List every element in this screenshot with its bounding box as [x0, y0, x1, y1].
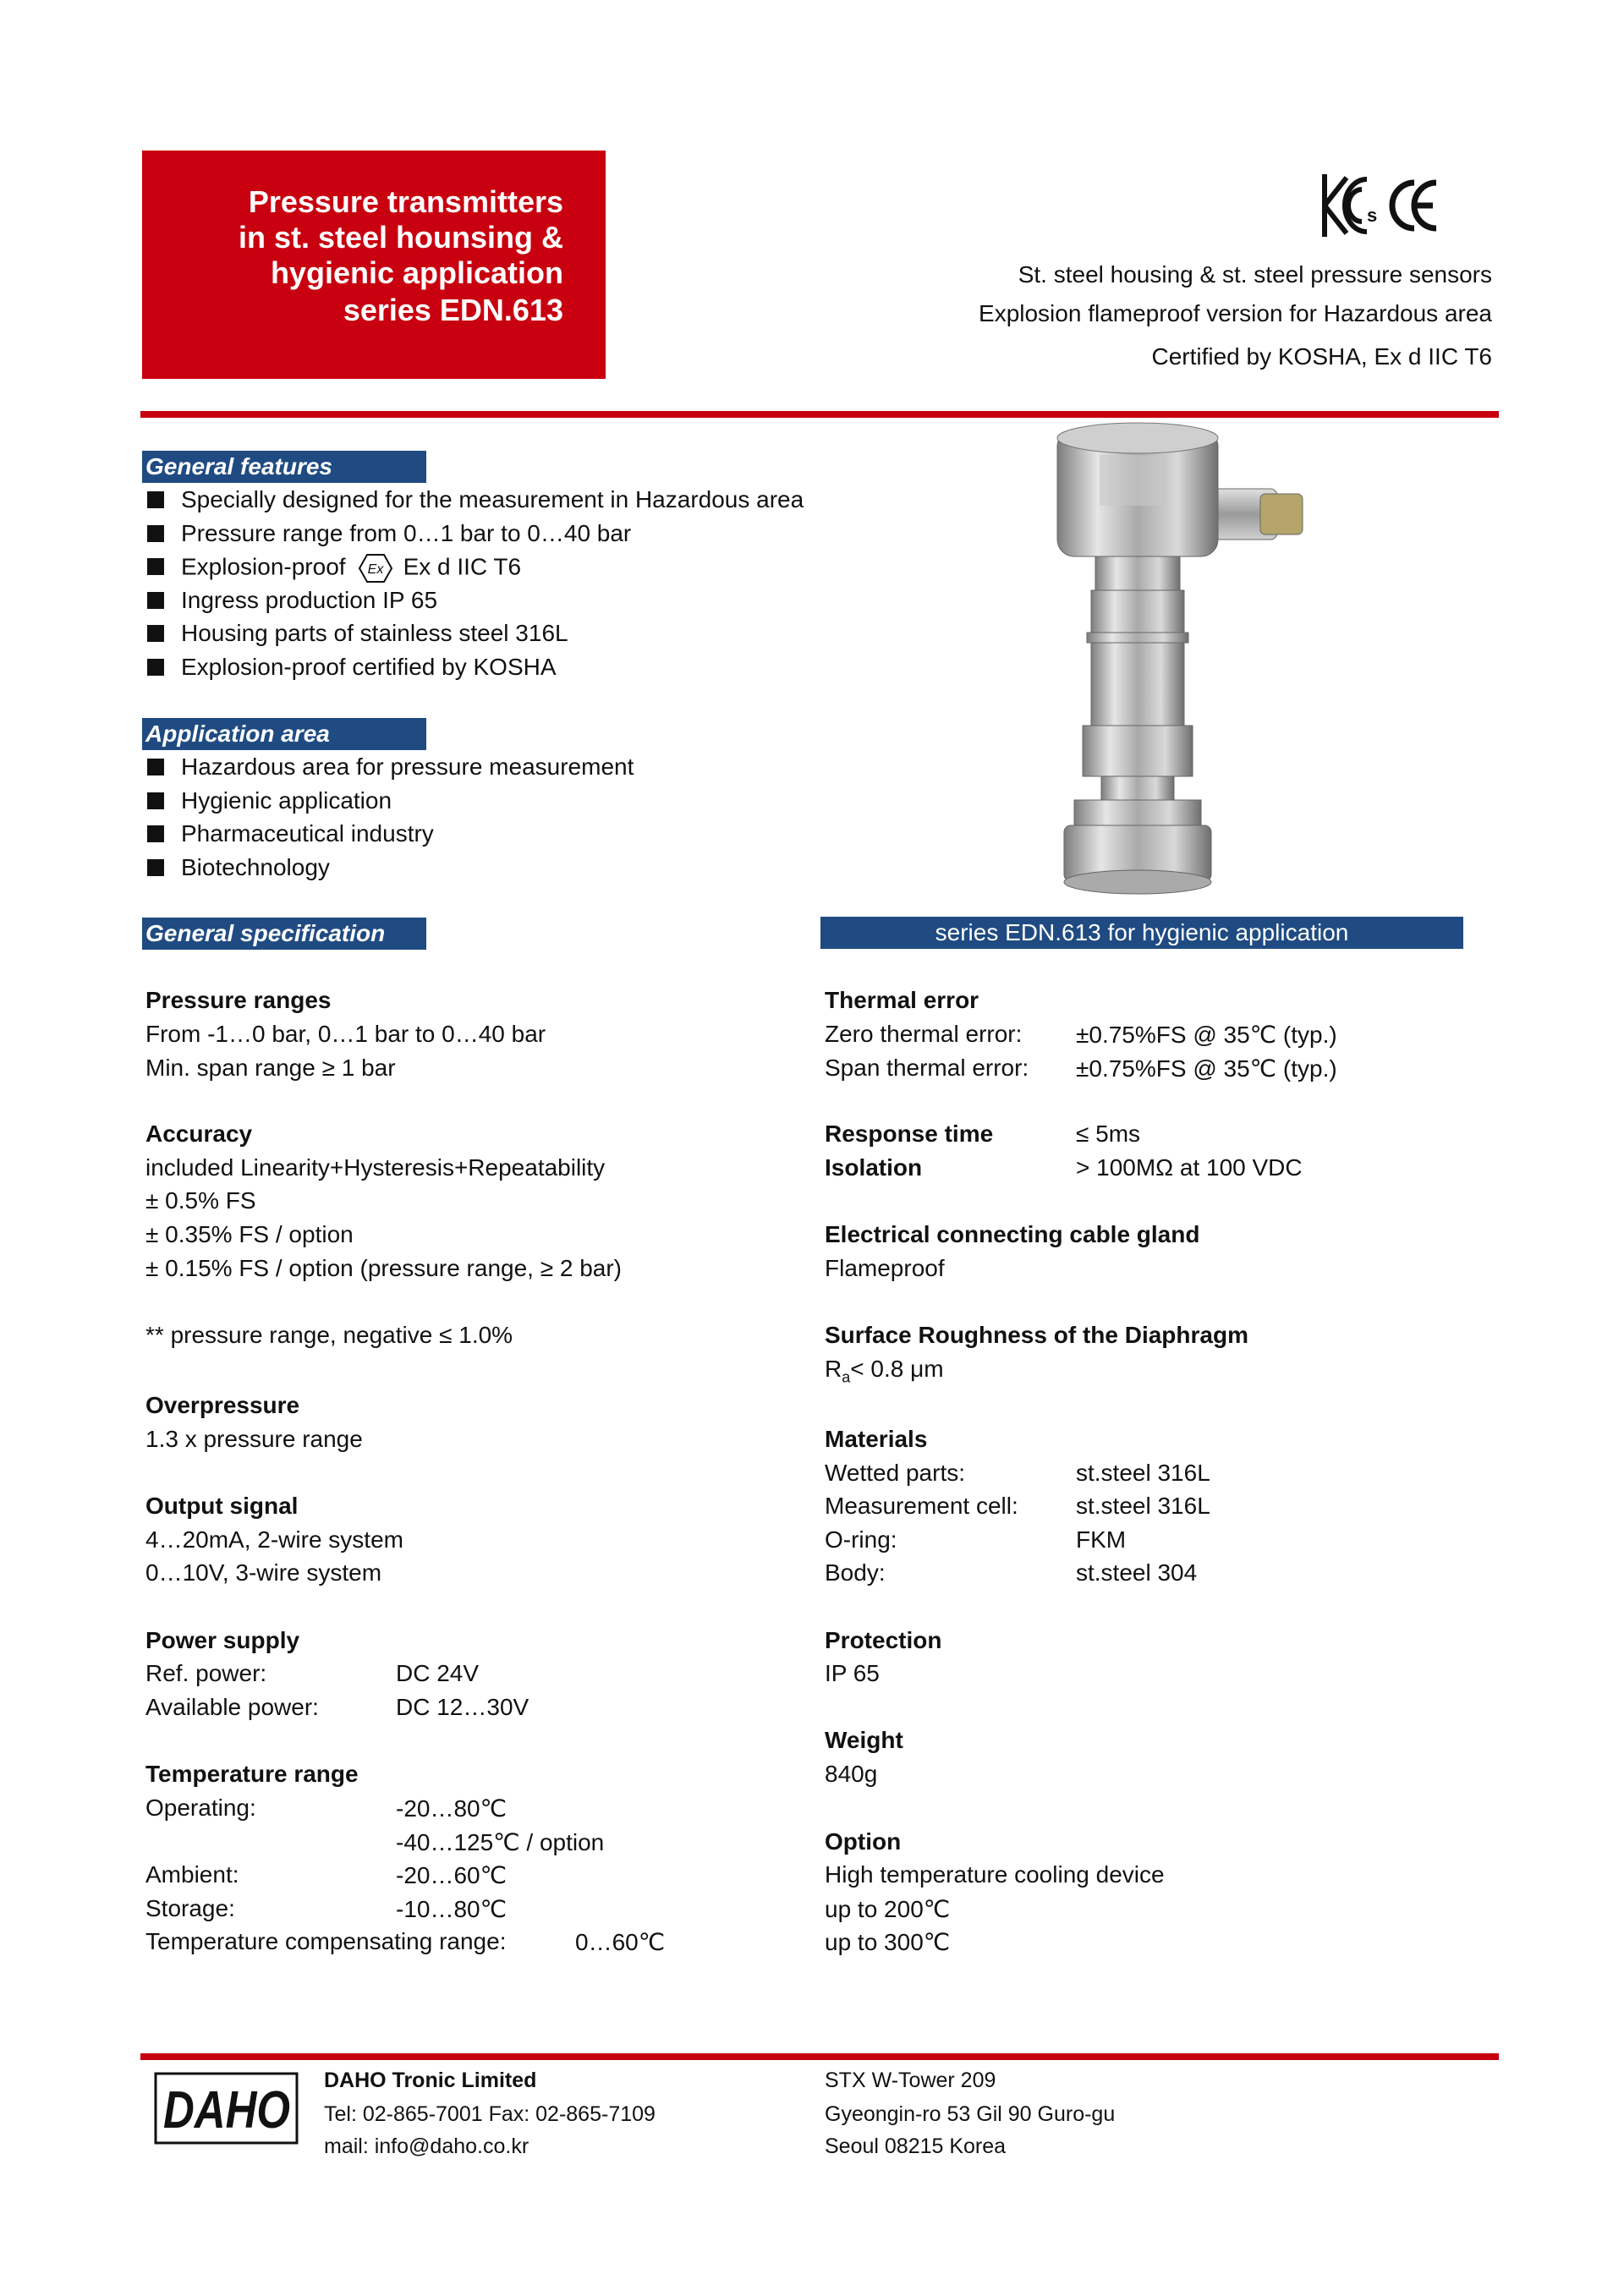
spec-operating-value: -40…125℃ / option — [396, 1829, 605, 1855]
spec-storage-value: -10…80℃ — [396, 1896, 508, 1922]
spec-accuracy-note: ** pressure range, negative ≤ 1.0% — [145, 1322, 513, 1348]
spec-thermal-value: ±0.75%FS @ 35℃ (typ.) — [1076, 1022, 1337, 1048]
spec-thermal-label: Zero thermal error: — [825, 1021, 1023, 1047]
spec-overpressure-line: 1.3 x pressure range — [145, 1426, 363, 1452]
application-item: Hygienic application — [147, 787, 392, 814]
spec-cable-value: Flameproof — [825, 1255, 945, 1281]
spec-pressure-title: Pressure ranges — [145, 987, 332, 1013]
feature-item-explosion-proof — [147, 553, 521, 584]
spec-power-label: Available power: — [145, 1694, 319, 1720]
spec-power-title: Power supply — [145, 1627, 300, 1653]
spec-cable-title: Electrical connecting cable gland — [825, 1221, 1200, 1247]
spec-response-label: Response time — [825, 1121, 994, 1147]
subtitle-line-3: Certified by KOSHA, Ex d IIC T6 — [1151, 343, 1492, 370]
svg-text:s: s — [1367, 205, 1378, 226]
ex-label: Explosion-proof — [181, 553, 346, 580]
spec-storage-label: Storage: — [145, 1895, 235, 1921]
spec-weight-value: 840g — [825, 1761, 878, 1787]
spec-power-label: Ref. power: — [145, 1660, 267, 1686]
application-item: Hazardous area for pressure measurement — [147, 753, 634, 781]
application-item: Pharmaceutical industry — [147, 820, 434, 847]
spec-output-line: 0…10V, 3-wire system — [145, 1559, 382, 1586]
spec-ambient-label: Ambient: — [145, 1861, 239, 1888]
application-item: Biotechnology — [147, 854, 330, 881]
spec-ambient-value: -20…60℃ — [396, 1862, 508, 1888]
spec-thermal-label: Span thermal error: — [825, 1055, 1029, 1081]
svg-text:DAHO: DAHO — [163, 2081, 290, 2140]
product-caption: series EDN.613 for hygienic application — [820, 917, 1463, 949]
spec-accuracy-line: ± 0.15% FS / option (pressure range, ≥ 2 bar) — [145, 1255, 623, 1281]
spec-option-line: up to 300℃ — [825, 1929, 951, 1955]
spec-thermal-value: ±0.75%FS @ 35℃ (typ.) — [1076, 1055, 1337, 1082]
kcs-mark-icon — [1320, 169, 1438, 242]
spec-weight-title: Weight — [825, 1727, 903, 1753]
spec-materials-value: st.steel 316L — [1076, 1460, 1210, 1486]
subtitle-line-1: St. steel housing & st. steel pressure sensors — [1018, 261, 1492, 288]
title-line-4: series EDN.613 — [343, 293, 563, 327]
spec-power-value: DC 12…30V — [396, 1694, 529, 1720]
feature-item: Specially designed for the measurement in Hazardous area — [147, 486, 804, 513]
spec-materials-value: FKM — [1076, 1526, 1127, 1553]
footer-divider — [140, 2053, 1499, 2060]
spec-roughness-title: Surface Roughness of the Diaphragm — [825, 1322, 1248, 1348]
feature-item: Pressure range from 0…1 bar to 0…40 bar — [147, 520, 631, 547]
spec-accuracy-line: ± 0.35% FS / option — [145, 1221, 354, 1247]
spec-roughness-value: $R_a< 0.8$ μm — [825, 1356, 944, 1386]
spec-option-title: Option — [825, 1828, 902, 1855]
subtitle-line-2: Explosion flameproof version for Hazardous area — [979, 300, 1492, 326]
footer-address-line: Gyeongin-ro 53 Gil 90 Guro-gu — [825, 2102, 1116, 2126]
spec-materials-label: Wetted parts: — [825, 1460, 966, 1486]
spec-option-line: High temperature cooling device — [825, 1861, 1165, 1888]
title-line-3: hygienic application — [270, 255, 563, 290]
daho-logo — [152, 2070, 300, 2146]
feature-item: Housing parts of stainless steel 316L — [147, 620, 568, 647]
spec-temperature-title: Temperature range — [145, 1761, 359, 1787]
title-line-2: in st. steel hounsing & — [238, 220, 563, 255]
spec-materials-label: Measurement cell: — [825, 1493, 1018, 1519]
spec-output-line: 4…20mA, 2-wire system — [145, 1526, 403, 1553]
product-photo — [1049, 421, 1320, 899]
spec-accuracy-line: included Linearity+Hysteresis+Repeatability — [145, 1154, 606, 1181]
spec-output-title: Output signal — [145, 1493, 299, 1519]
spec-accuracy-line: ± 0.5% FS — [145, 1187, 256, 1214]
header-divider — [140, 411, 1499, 418]
footer-mail: mail: info@daho.co.kr — [324, 2134, 529, 2158]
ex-value: Ex d IIC T6 — [403, 553, 522, 580]
spec-operating-value: -20…80℃ — [396, 1795, 508, 1822]
spec-compensating-label: Temperature compensating range: — [145, 1928, 507, 1954]
cert-marks — [1320, 169, 1438, 242]
spec-response-value: ≤ 5ms — [1076, 1121, 1141, 1147]
spec-compensating-value: 0…60℃ — [575, 1929, 666, 1955]
footer-company: DAHO Tronic Limited — [324, 2069, 537, 2092]
title-box — [142, 151, 606, 379]
spec-pressure-line: Min. span range ≥ 1 bar — [145, 1055, 396, 1081]
spec-isolation-label: Isolation — [825, 1154, 923, 1181]
title-line-1: Pressure transmitters — [248, 184, 563, 219]
spec-thermal-title: Thermal error — [825, 987, 979, 1013]
spec-power-value: DC 24V — [396, 1660, 480, 1686]
section-general-specification: General specification — [142, 918, 426, 950]
section-general-features: General features — [142, 451, 426, 483]
spec-protection-title: Protection — [825, 1627, 942, 1653]
section-application-area: Application area — [142, 718, 426, 750]
spec-materials-value: st.steel 304 — [1076, 1559, 1198, 1586]
spec-overpressure-title: Overpressure — [145, 1392, 300, 1418]
spec-pressure-line: From -1…0 bar, 0…1 bar to 0…40 bar — [145, 1021, 546, 1047]
spec-accuracy-title: Accuracy — [145, 1121, 253, 1147]
spec-isolation-value: > 100MΩ at 100 VDC — [1076, 1154, 1303, 1181]
spec-materials-value: st.steel 316L — [1076, 1493, 1210, 1519]
footer-tel: Tel: 02-865-7001 Fax: 02-865-7109 — [324, 2102, 656, 2126]
footer-address-line: Seoul 08215 Korea — [825, 2134, 1007, 2158]
spec-materials-label: Body: — [825, 1559, 886, 1586]
spec-protection-value: IP 65 — [825, 1660, 880, 1686]
svg-text:Ex: Ex — [367, 562, 383, 577]
spec-option-line: up to 200℃ — [825, 1896, 951, 1922]
spec-materials-title: Materials — [825, 1426, 928, 1452]
footer-address-line: STX W-Tower 209 — [825, 2069, 996, 2092]
spec-operating-label: Operating: — [145, 1795, 256, 1821]
feature-item: Ingress production IP 65 — [147, 587, 437, 614]
spec-materials-label: O-ring: — [825, 1526, 897, 1553]
feature-item: Explosion-proof certified by KOSHA — [147, 654, 557, 681]
ex-hexagon-icon — [358, 553, 393, 584]
